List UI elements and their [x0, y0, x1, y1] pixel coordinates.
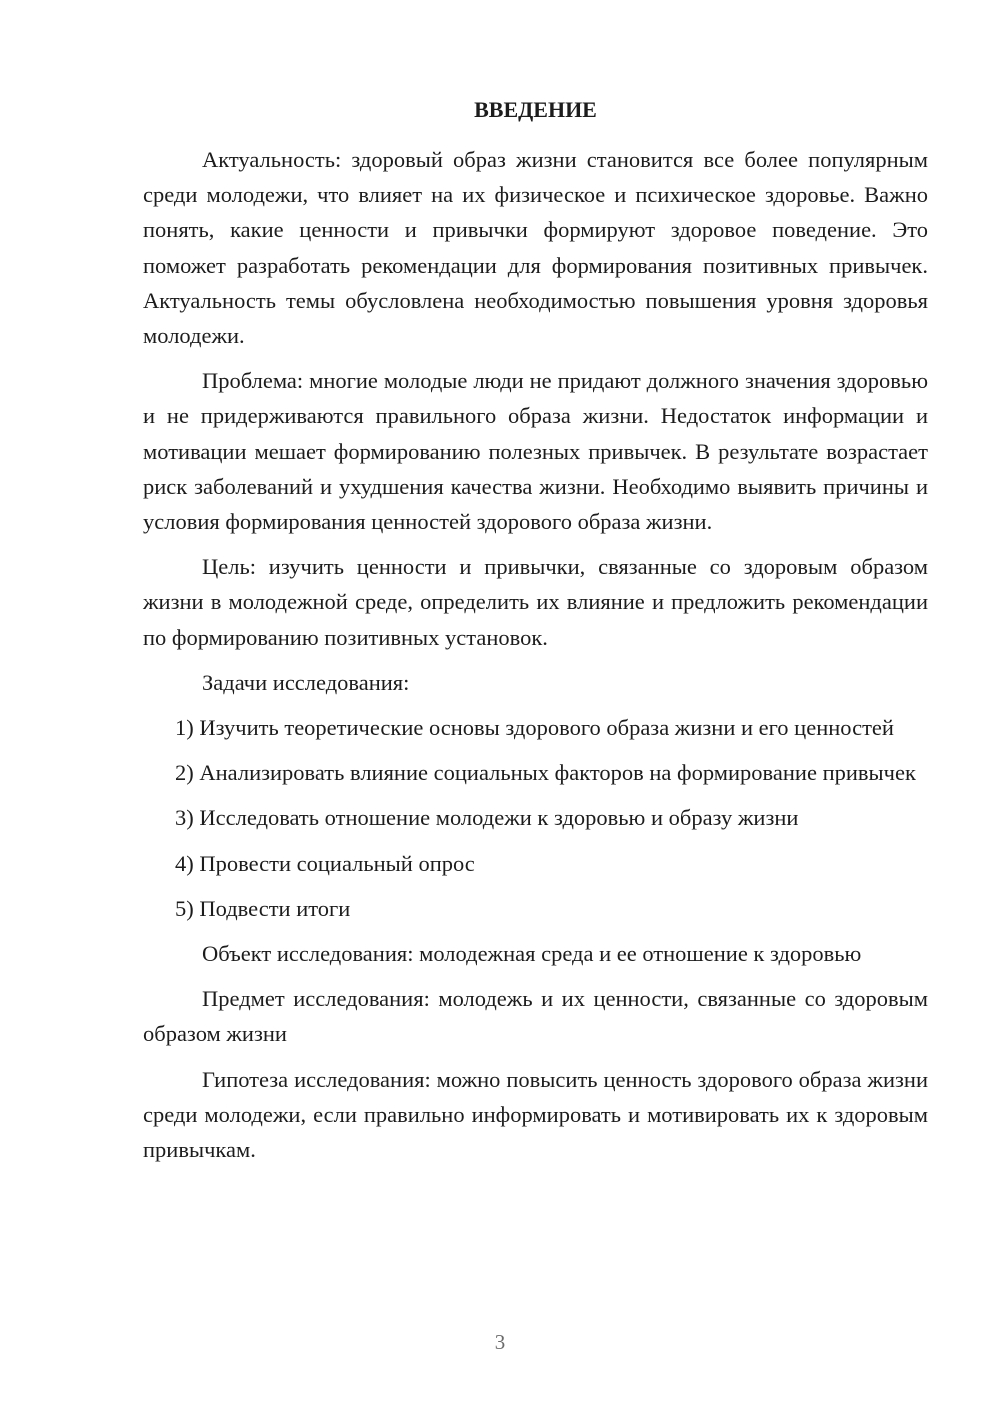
problem-paragraph: Проблема: многие молодые люди не придают должного значения здоровью и не придерживаются правильного образа жизни. Недостаток информации и мотивации мешает формированию полезных привычек. В результате возрастает риск заболеваний и ухудшения качества жизни. Необходимо выявить причины и условия формирования ценностей здорового образа жизни.	[143, 368, 928, 535]
tasks-title: Задачи исследования:	[202, 669, 410, 695]
relevance-paragraph: Актуальность: здоровый образ жизни становится все более популярным среди молодежи, что влияет на их физическое и психическое здоровье. Важно понять, какие ценности и привычки формируют здоровое поведение. Это поможет разработать рекомендации для формирования позитивных привычек. Актуальность темы обусловлена необходимостью повышения уровня здоровья молодежи.	[143, 147, 928, 349]
page-number: 3	[494, 1330, 506, 1354]
task-item: 2) Анализировать влияние социальных факторов на формирование привычек	[175, 760, 916, 786]
tasks-list	[143, 710, 928, 926]
task-item: 1) Изучить теоретические основы здорового образа жизни и его ценностей	[175, 715, 894, 741]
document-page	[143, 94, 928, 1177]
goal-paragraph: Цель: изучить ценности и привычки, связанные со здоровым образом жизни в молодежной среде, определить их влияние и предложить рекомендации по формированию позитивных установок.	[143, 554, 928, 650]
page-title: ВВЕДЕНИЕ	[474, 97, 597, 122]
object-paragraph: Объект исследования: молодежная среда и ее отношение к здоровью	[202, 941, 862, 967]
subject-paragraph: Предмет исследования: молодежь и их ценности, связанные со здоровым образом жизни	[143, 986, 928, 1047]
task-item: 3) Исследовать отношение молодежи к здоровью и образу жизни	[175, 805, 799, 831]
task-item: 5) Подвести итоги	[175, 895, 351, 921]
task-item: 4) Провести социальный опрос	[175, 850, 475, 876]
hypothesis-paragraph: Гипотеза исследования: можно повысить ценность здорового образа жизни среди молодежи, если правильно информировать и мотивировать их к здоровым привычкам.	[143, 1066, 928, 1163]
